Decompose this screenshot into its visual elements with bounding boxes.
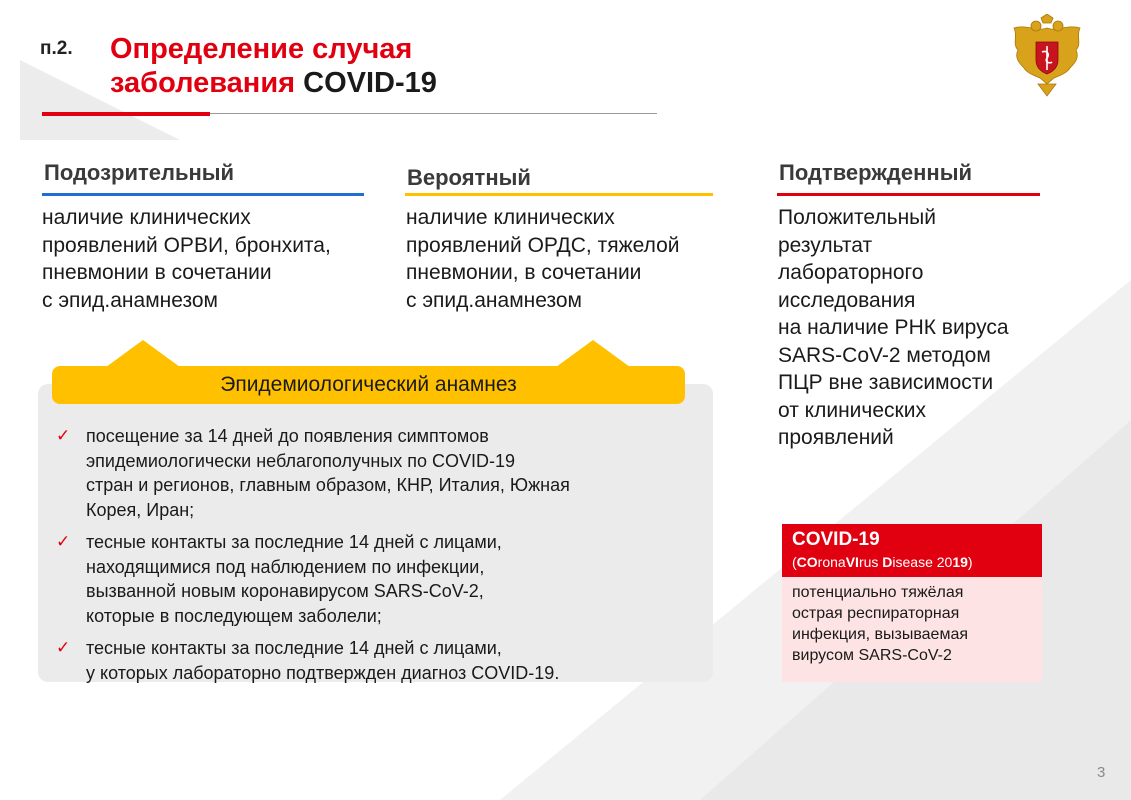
covid-card-subtitle: (COronaVIrus Disease 2019): [792, 554, 973, 570]
covid-card-body: потенциально тяжёлая острая респираторная инфекция, вызываемая вирусом SARS-CoV-2: [792, 584, 969, 664]
column-text-suspected: наличие клинических проявлений ОРВИ, бронхита, пневмонии в сочетании с эпид.анамнезом: [42, 206, 331, 312]
checkmark-icon: ✓: [56, 638, 71, 657]
epid-pointer-right: [556, 340, 630, 367]
epid-pointer-left: [106, 340, 180, 367]
covid-card-title: COVID-19: [792, 529, 880, 550]
checkmark-icon: ✓: [56, 426, 71, 445]
column-heading-suspected: Подозрительный: [44, 160, 235, 185]
title-red-part: заболевания: [110, 67, 296, 99]
column-text-confirmed: Положительный результат лабораторного исследования на наличие РНК вируса SARS-CoV-2 методом ПЦР вне зависимости от клинических проявлений: [778, 206, 1009, 449]
column-text-probable: наличие клинических проявлений ОРДС, тяжелой пневмонии, в сочетании с эпид.анамнезом: [406, 206, 680, 312]
column-underline-probable: [405, 193, 713, 196]
list-item: ✓ тесные контакты за последние 14 дней с лицами, находящимися под наблюдением по инфекции, вызванной новым коронавирусом SARS-CoV-2, которые в последующем заболели;: [56, 532, 502, 626]
title-line-1: Определение случая: [110, 33, 413, 65]
page-title: [110, 32, 437, 100]
section-number: п.2.: [40, 38, 73, 59]
list-item: ✓ посещение за 14 дней до появления симптомов эпидемиологически неблагополучных по COVID-19 стран и регионов, главным образом, КНР, Италия, Южная Корея, Иран;: [56, 426, 570, 520]
checkmark-icon: ✓: [56, 532, 71, 551]
column-underline-confirmed: [777, 193, 1040, 196]
list-item: ✓ тесные контакты за последние 14 дней с лицами, у которых лабораторно подтвержден диагноз COVID-19.: [56, 638, 560, 683]
page-number: 3: [1097, 764, 1106, 781]
covid-card-header: [782, 524, 1042, 577]
title-dark-part: COVID-19: [303, 67, 437, 99]
column-underline-suspected: [42, 193, 364, 196]
title-underline: [42, 112, 657, 116]
column-heading-probable: Вероятный: [407, 165, 531, 190]
epid-title: Эпидемиологический анамнез: [52, 366, 685, 404]
title-line-2: [110, 66, 437, 100]
russian-coat-of-arms-icon: [1008, 14, 1086, 98]
epid-list: [56, 424, 696, 693]
column-heading-confirmed: Подтвержденный: [779, 160, 973, 185]
covid-info-card: [782, 524, 1042, 682]
